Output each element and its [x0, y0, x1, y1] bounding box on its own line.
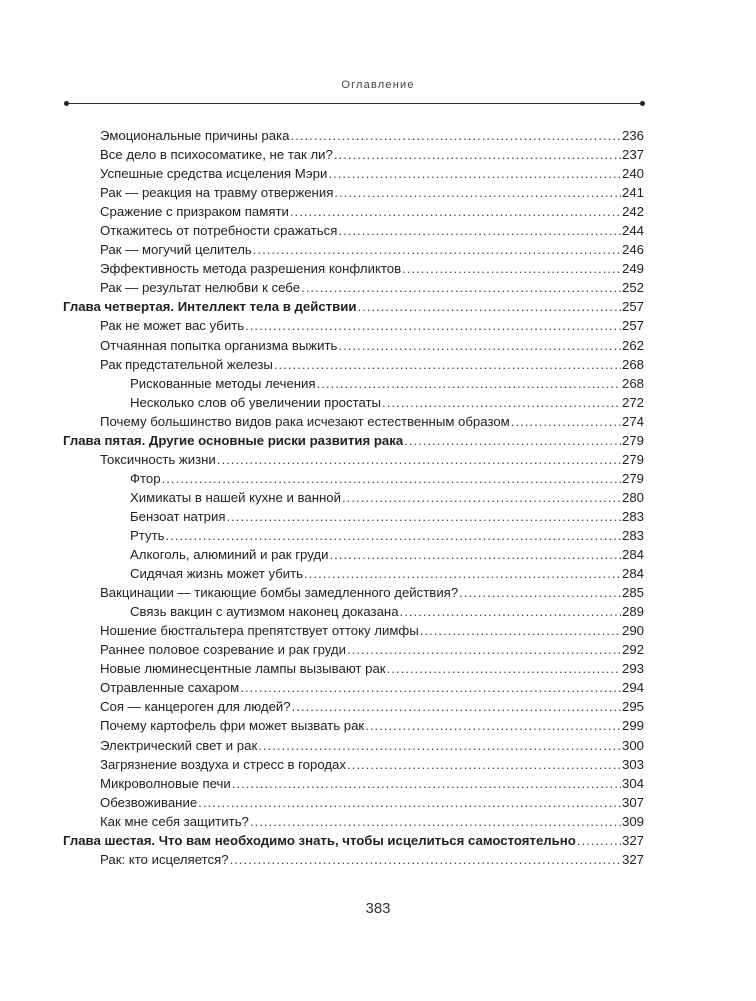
- dot-leader: [334, 145, 621, 164]
- toc-entry-title: Соя — канцероген для людей?: [100, 699, 291, 715]
- toc-entry[interactable]: [63, 412, 644, 431]
- toc-entry-page: 244: [621, 223, 644, 239]
- toc-entry-page: 262: [621, 337, 644, 353]
- toc-entry-title: Как мне себя защитить?: [100, 813, 249, 829]
- toc-entry-title: Глава четвертая. Интеллект тела в действии: [63, 299, 357, 315]
- dot-leader: [342, 488, 621, 507]
- toc-entry[interactable]: [63, 240, 644, 259]
- toc-entry-page: 304: [621, 775, 644, 791]
- dot-leader: [334, 183, 621, 202]
- dot-leader: [577, 831, 621, 850]
- toc-entry-page: 327: [621, 851, 644, 867]
- toc-entry-title: Несколько слов об увеличении простаты: [130, 394, 382, 410]
- dot-leader: [400, 602, 621, 621]
- toc-entry-page: 279: [621, 470, 644, 486]
- dot-leader: [245, 316, 621, 335]
- toc-entry[interactable]: [63, 621, 644, 640]
- toc-entry-title: Ртуть: [130, 527, 165, 543]
- toc-entry[interactable]: [63, 507, 644, 526]
- toc-entry-title: Рак не может вас убить: [100, 318, 245, 334]
- toc-entry-title: Сидячая жизнь может убить: [130, 566, 304, 582]
- toc-entry-page: 285: [621, 585, 644, 601]
- toc-entry-page: 236: [621, 128, 644, 143]
- dot-leader: [338, 221, 621, 240]
- dot-leader: [292, 697, 621, 716]
- dot-leader: [511, 412, 621, 431]
- toc-entry[interactable]: [63, 126, 644, 145]
- page-number: 383: [365, 900, 391, 917]
- dot-leader: [329, 545, 621, 564]
- toc-entry-page: 290: [621, 623, 644, 639]
- rule-end-dot: [64, 101, 69, 106]
- toc-entry-title: Химикаты в нашей кухне и ванной: [130, 489, 341, 505]
- toc-entry-title: Токсичность жизни: [100, 451, 216, 467]
- toc-entry-title: Эффективность метода разрешения конфликтов: [100, 261, 402, 277]
- toc-entry[interactable]: [63, 736, 644, 755]
- toc-entry-title: Микроволновые печи: [100, 775, 231, 791]
- toc-entry-title: Рискованные методы лечения: [130, 375, 316, 391]
- toc-entry[interactable]: [63, 469, 644, 488]
- toc-entry-title: Загрязнение воздуха и стресс в городах: [100, 756, 346, 772]
- toc-entry-page: 284: [621, 566, 644, 582]
- dot-leader: [240, 678, 621, 697]
- dot-leader: [365, 716, 621, 735]
- toc-entry-title: Раннее половое созревание и рак груди: [100, 642, 346, 658]
- dot-leader: [253, 240, 621, 259]
- toc-entry-title: Эмоциональные причины рака: [100, 128, 290, 143]
- toc-entry[interactable]: [63, 659, 644, 678]
- dot-leader: [420, 621, 621, 640]
- toc-entry-title: Все дело в психосоматике, не так ли?: [100, 147, 333, 163]
- toc-entry-title: Сражение с призраком памяти: [100, 204, 289, 220]
- dot-leader: [230, 850, 621, 869]
- dot-leader: [387, 659, 621, 678]
- toc-entry-page: 274: [621, 413, 644, 429]
- dot-leader: [317, 374, 621, 393]
- toc-entry-page: 294: [621, 680, 644, 696]
- dot-leader: [226, 507, 621, 526]
- toc-entry[interactable]: [63, 145, 644, 164]
- toc-entry-title: Рак: кто исцеляется?: [100, 851, 229, 867]
- toc-entry-title: Вакцинации — тикающие бомбы замедленного действия?: [100, 585, 459, 601]
- toc-chapter-entry[interactable]: [63, 297, 644, 316]
- toc-entry[interactable]: [63, 526, 644, 545]
- dot-leader: [232, 774, 621, 793]
- dot-leader: [328, 164, 621, 183]
- toc-entry-page: 283: [621, 527, 644, 543]
- toc-entry-title: Рак — реакция на травму отвержения: [100, 185, 334, 201]
- toc-entry[interactable]: [63, 336, 644, 355]
- toc-entry[interactable]: [63, 374, 644, 393]
- toc-entry-title: Успешные средства исцеления Мэри: [100, 166, 328, 182]
- toc-entry[interactable]: [63, 164, 644, 183]
- toc-entry[interactable]: [63, 602, 644, 621]
- toc-entry-page: 307: [621, 794, 644, 810]
- toc-entry-page: 309: [621, 813, 644, 829]
- dot-leader: [338, 336, 621, 355]
- toc-entry[interactable]: [63, 259, 644, 278]
- toc-entry[interactable]: [63, 545, 644, 564]
- dot-leader: [347, 640, 621, 659]
- toc-entry-title: Бензоат натрия: [130, 508, 226, 524]
- toc-entry-page: 252: [621, 280, 644, 296]
- toc-entry-page: 279: [621, 451, 644, 467]
- toc-entry-page: 246: [621, 242, 644, 258]
- toc-entry[interactable]: [63, 850, 644, 869]
- toc-entry[interactable]: [63, 316, 644, 335]
- toc-entry[interactable]: [63, 564, 644, 583]
- toc-entry-title: Ношение бюстгальтера препятствует оттоку лимфы: [100, 623, 419, 639]
- toc-entry-title: Почему картофель фри может вызвать рак: [100, 718, 365, 734]
- toc-entry[interactable]: [63, 202, 644, 221]
- toc-entry-title: Электрический свет и рак: [100, 737, 258, 753]
- dot-leader: [402, 259, 621, 278]
- dot-leader: [162, 469, 621, 488]
- toc-entry-title: Откажитесь от потребности сражаться: [100, 223, 338, 239]
- dot-leader: [404, 431, 621, 450]
- dot-leader: [347, 755, 621, 774]
- toc-entry-title: Глава пятая. Другие основные риски развития рака: [63, 432, 404, 448]
- dot-leader: [166, 526, 621, 545]
- toc-entry[interactable]: [63, 488, 644, 507]
- dot-leader: [290, 202, 621, 221]
- toc-entry-title: Отравленные сахаром: [100, 680, 240, 696]
- toc-entry-page: 240: [621, 166, 644, 182]
- dot-leader: [198, 793, 621, 812]
- toc-entry-title: Глава шестая. Что вам необходимо знать, чтобы исцелиться самостоятельно: [63, 832, 576, 848]
- toc-entry-page: 299: [621, 718, 644, 734]
- toc-chapter-entry[interactable]: [63, 431, 644, 450]
- toc-entry-page: 242: [621, 204, 644, 220]
- toc-entry[interactable]: [63, 678, 644, 697]
- toc-entry-page: 292: [621, 642, 644, 658]
- dot-leader: [382, 393, 621, 412]
- table-of-contents: [63, 126, 644, 869]
- toc-entry-title: Связь вакцин с аутизмом наконец доказана: [130, 604, 399, 620]
- dot-leader: [217, 450, 621, 469]
- toc-entry-page: 249: [621, 261, 644, 277]
- toc-entry-page: 303: [621, 756, 644, 772]
- toc-entry-page: 272: [621, 394, 644, 410]
- dot-leader: [274, 355, 621, 374]
- toc-entry[interactable]: [63, 355, 644, 374]
- dot-leader: [258, 736, 621, 755]
- toc-entry[interactable]: [63, 640, 644, 659]
- toc-entry-page: 283: [621, 508, 644, 524]
- toc-entry-title: Отчаянная попытка организма выжить: [100, 337, 338, 353]
- toc-entry-title: Алкоголь, алюминий и рак груди: [130, 547, 329, 563]
- toc-entry-page: 280: [621, 489, 644, 505]
- toc-entry[interactable]: [63, 812, 644, 831]
- dot-leader: [250, 812, 621, 831]
- header-rule: [66, 103, 643, 104]
- toc-entry[interactable]: [63, 278, 644, 297]
- dot-leader: [291, 126, 621, 145]
- toc-entry-page: 293: [621, 661, 644, 677]
- toc-entry[interactable]: [63, 393, 644, 412]
- toc-entry[interactable]: [63, 793, 644, 812]
- toc-entry-title: Рак — результат нелюбви к себе: [100, 280, 301, 296]
- toc-entry-page: 289: [621, 604, 644, 620]
- toc-entry-title: Рак предстательной железы: [100, 356, 273, 372]
- running-head-title: Оглавление: [341, 79, 415, 91]
- toc-entry-title: Рак — могучий целитель: [100, 242, 252, 258]
- toc-entry[interactable]: [63, 697, 644, 716]
- dot-leader: [357, 297, 621, 316]
- toc-entry-page: 327: [621, 832, 644, 848]
- toc-chapter-entry[interactable]: [63, 831, 644, 850]
- toc-entry-title: Обезвоживание: [100, 794, 198, 810]
- toc-entry-title: Фтор: [130, 470, 161, 486]
- toc-entry-page: 268: [621, 375, 644, 391]
- dot-leader: [301, 278, 621, 297]
- dot-leader: [459, 583, 621, 602]
- toc-entry-page: 268: [621, 356, 644, 372]
- toc-entry-page: 295: [621, 699, 644, 715]
- toc-entry-page: 284: [621, 547, 644, 563]
- dot-leader: [304, 564, 621, 583]
- toc-entry[interactable]: [63, 716, 644, 735]
- rule-end-dot: [640, 101, 645, 106]
- toc-entry[interactable]: [63, 221, 644, 240]
- toc-entry-page: 300: [621, 737, 644, 753]
- toc-entry-page: 279: [621, 432, 644, 448]
- toc-entry[interactable]: [63, 583, 644, 602]
- toc-entry[interactable]: [63, 450, 644, 469]
- toc-entry-page: 257: [621, 299, 644, 315]
- toc-entry-page: 237: [621, 147, 644, 163]
- toc-entry-title: Новые люминесцентные лампы вызывают рак: [100, 661, 386, 677]
- toc-entry[interactable]: [63, 774, 644, 793]
- toc-entry[interactable]: [63, 183, 644, 202]
- toc-entry-title: Почему большинство видов рака исчезают естественным образом: [100, 413, 510, 429]
- toc-entry-page: 257: [621, 318, 644, 334]
- toc-entry-page: 241: [621, 185, 644, 201]
- toc-entry[interactable]: [63, 755, 644, 774]
